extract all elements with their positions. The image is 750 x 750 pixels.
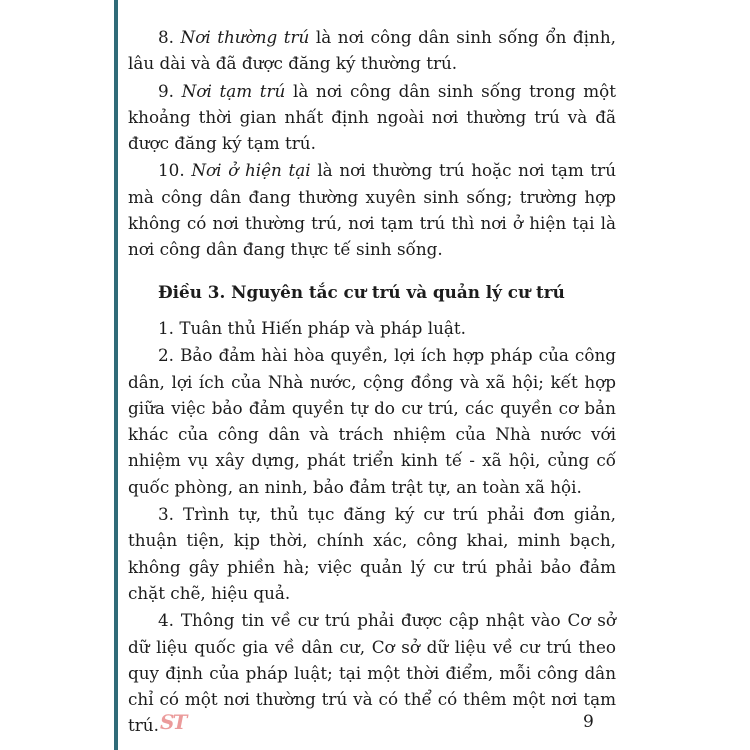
definition-paragraph-8: 8. Nơi thường trú là nơi công dân sinh sống ổn định, lâu dài và đã được đăng ký thường trú. [128,27,616,74]
definition-paragraph-10: 10. Nơi ở hiện tại là nơi thường trú hoặc nơi tạm trú mà công dân đang thường xuyên sinh sống; trường hợp không có nơi thường trú, nơi tạm trú thì nơi ở hiện tại là nơi công dân đang thực tế sinh sống. [128,160,616,260]
principle-paragraph-1: 1. Tuân thủ Hiến pháp và pháp luật. [158,317,466,338]
principle-paragraph-2: 2. Bảo đảm hài hòa quyền, lợi ích hợp pháp của công dân, lợi ích của Nhà nước, cộng đồng và xã hội; kết hợp giữa việc bảo đảm quyền tự do cư trú, các quyền cơ bản khác của công dân và trách nhiệm của Nhà nước với nhiệm vụ xây dựng, phát triển kinh tế - xã hội, củng cố quốc phòng, an ninh, bảo đảm trật tự, an toàn xã hội. [128,345,616,497]
principle-paragraph-4: 4. Thông tin về cư trú phải được cập nhật vào Cơ sở dữ liệu quốc gia về dân cư, Cơ sở dữ liệu về cư trú theo quy định của pháp luật; tại một thời điểm, mỗi công dân chỉ có một nơi thường trú và có thể có thêm một nơi tạm trú. [128,610,616,736]
page-number: 9 [583,712,594,732]
definition-paragraph-9: 9. Nơi tạm trú là nơi công dân sinh sống trong một khoảng thời gian nhất định ngoài nơi thường trú và đã được đăng ký tạm trú. [128,80,616,154]
book-spine-line [114,0,118,750]
page-body [128,24,616,740]
principle-paragraph-3: 3. Trình tự, thủ tục đăng ký cư trú phải đơn giản, thuận tiện, kịp thời, chính xác, công khai, minh bạch, không gây phiền hà; việc quản lý cư trú phải bảo đảm chặt chẽ, hiệu quả. [128,504,616,603]
publisher-logo: ST [160,710,186,734]
defined-term: Nơi thường trú [180,27,310,47]
article-heading: Điều 3. Nguyên tắc cư trú và quản lý cư trú [158,281,565,302]
defined-term: Nơi tạm trú [181,80,286,101]
defined-term: Nơi ở hiện tại [191,160,311,181]
